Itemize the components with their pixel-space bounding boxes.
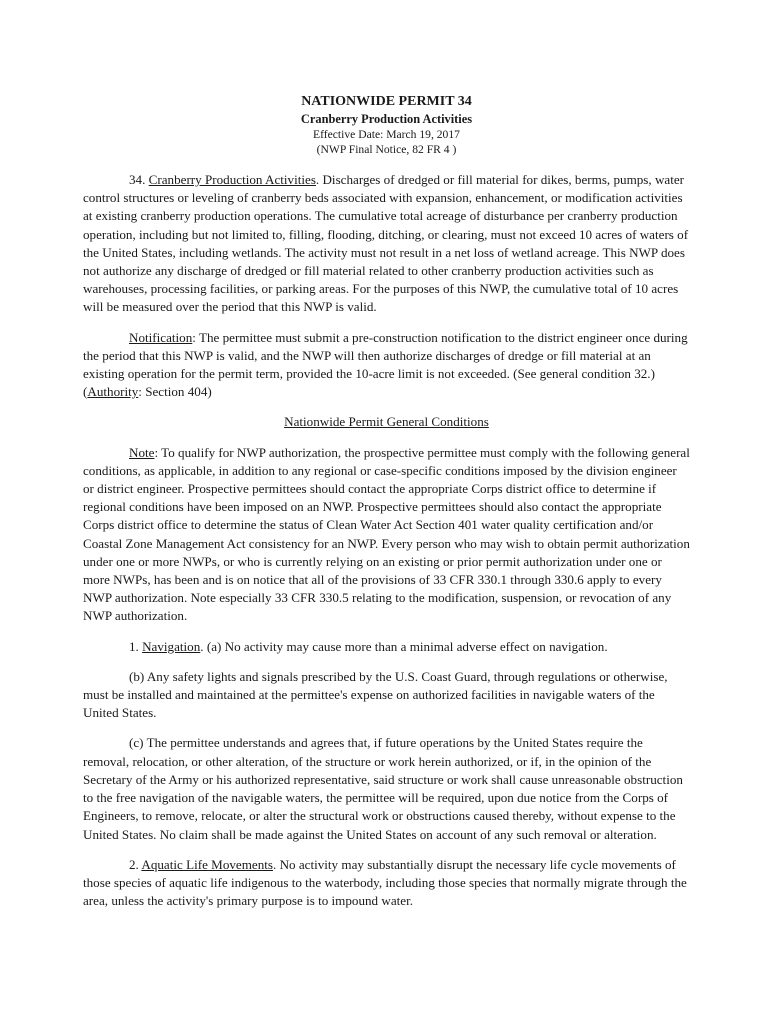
document-subtitle: Cranberry Production Activities bbox=[300, 112, 473, 126]
final-notice-reference: (NWP Final Notice, 82 FR 4 ) bbox=[316, 143, 457, 156]
condition-1-number: 1. bbox=[129, 638, 143, 654]
notification-body: : The permittee must submit a pre-construction notification to the district engineer once during the period that this NWP is valid, and the NWP will then authorize discharges of dredge or fill material at an existing operation for the permit term, provided the 10-acre limit is not exceeded. (See general condition 32.) ( bbox=[83, 329, 688, 400]
note-body: : To qualify for NWP authorization, the prospective permittee must comply with the following general conditions, as applicable, in addition to any regional or case-specific conditions imposed by the division engineer or district engineer. Prospective permittees should contact the appropriate Corps district office to determine if regional conditions have been imposed on an NWP. Prospective permittees should also contact the appropriate Corps district office to determine the status of Clean Water Act Section 401 water quality certification and/or Coastal Zone Management Act consistency for an NWP. Every person who may wish to obtain permit authorization under one or more NWPs, or who is currently relying on an existing or prior permit authorization under one or more NWPs, has been and is on notice that all of the provisions of 33 CFR 330.1 through 330.6 apply to every NWP authorization. Note especially 33 CFR 330.5 relating to the modification, suspension, or revocation of any NWP authorization. bbox=[83, 444, 690, 624]
notification-paragraph bbox=[83, 329, 690, 402]
effective-date: Effective Date: March 19, 2017 bbox=[313, 128, 460, 141]
condition-2-body: . No activity may substantially disrupt the necessary life cycle movements of those species of aquatic life indigenous to the waterbody, including those species that normally migrate through the area, unless the activity's primary purpose is to impound water. bbox=[83, 856, 687, 909]
note-paragraph bbox=[83, 444, 690, 626]
authority-value: : Section 404) bbox=[138, 384, 212, 400]
condition-2-number: 2. bbox=[129, 856, 142, 872]
authority-label: Authority bbox=[87, 384, 139, 400]
note-label: Note bbox=[129, 444, 155, 460]
condition-1c-paragraph: (c) The permittee understands and agrees that, if future operations by the United States require the removal, relocation, or other alteration, of the structure or work herein authorized, or if, in the opinion of the Secretary of the Army or his authorized representative, said structure or work shall cause unreasonable obstruction to the free navigation of the navigable waters, the permittee will be required, upon due notice from the Corps of Engineers, to remove, relocate, or alter the structural work or obstructions caused thereby, without expense to the United States. No claim shall be made against the United States on account of any such removal or alteration. bbox=[83, 735, 683, 842]
document-page bbox=[83, 92, 690, 922]
condition-1b-paragraph: (b) Any safety lights and signals prescribed by the U.S. Coast Guard, through regulations or otherwise, must be installed and maintained at the permittee's expense on authorized facilities in navigable waters of the United States. bbox=[83, 668, 668, 721]
permit-heading: Cranberry Production Activities bbox=[148, 172, 316, 187]
document-title: NATIONWIDE PERMIT 34 bbox=[301, 94, 472, 109]
condition-2-label: Aquatic Life Movements bbox=[141, 856, 274, 872]
permit-number: 34. bbox=[129, 172, 149, 187]
permit-paragraph bbox=[83, 171, 690, 317]
permit-body: . Discharges of dredged or fill material for dikes, berms, pumps, water control structures or leveling of cranberry beds associated with expansion, enhancement, or modification activities at existing cranberry production operations. The cumulative total acreage of disturbance per cranberry production operation, including but not limited to, filling, flooding, ditching, or clearing, must not exceed 10 acres of waters of the United States, including wetlands. The activity must not result in a net loss of wetland acreage. This NWP does not authorize any discharge of dredged or fill material related to other cranberry production activities such as warehouses, processing facilities, or parking areas. For the purposes of this NWP, the cumulative total of 10 acres will be measured over the period that this NWP is valid. bbox=[83, 172, 689, 315]
condition-1a-body: . (a) No activity may cause more than a minimal adverse effect on navigation. bbox=[200, 638, 608, 654]
condition-1a-paragraph bbox=[83, 638, 690, 656]
notification-label: Notification bbox=[129, 329, 193, 345]
condition-1-label: Navigation bbox=[142, 638, 201, 654]
general-conditions-heading: Nationwide Permit General Conditions bbox=[284, 414, 489, 430]
condition-2-paragraph bbox=[83, 856, 690, 911]
document-header bbox=[83, 92, 690, 157]
